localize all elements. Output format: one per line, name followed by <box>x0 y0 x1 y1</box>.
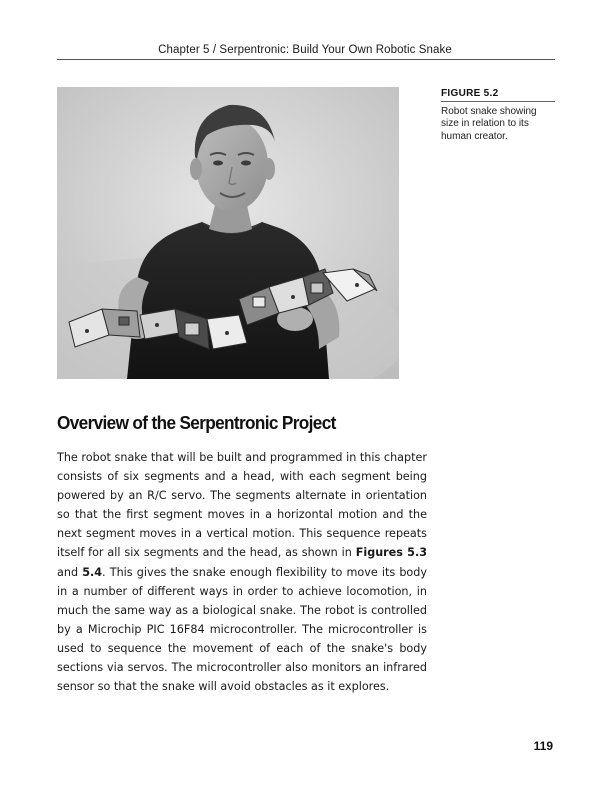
body-text-part-2: . This gives the snake enough flexibility to move its body in a number of different ways in order to achieve locomotion, in much the same way as a biological snake. The robot is controlled by a Microchip PIC 16F84 microcontroller. The microcontroller is used to sequence the movement of each of the snake's body sections via servos. The microcontroller also monitors an infrared sensor so that the snake will avoid obstacles as it explores. <box>57 565 427 694</box>
running-header: Chapter 5 / Serpentronic: Build Your Own Robotic Snake <box>158 44 452 56</box>
section-heading: Overview of the Serpentronic Project <box>57 412 336 433</box>
figure-photo <box>57 87 399 379</box>
figure-reference-2: 5.4 <box>82 565 103 579</box>
page-number: 119 <box>533 739 553 753</box>
figure-label: FIGURE 5.2 <box>441 88 499 99</box>
body-text-part-1: The robot snake that will be built and programmed in this chapter consists of six segments and a head, with each segment being powered by an R/C servo. The segments alternate in orientation so that the first segment moves in a horizontal motion and the next segment moves in a vertical motion. This sequence repeats itself for all six segments and the head, as shown in <box>57 451 427 560</box>
figure-caption: Robot snake showing size in relation to its human creator. <box>441 106 537 142</box>
figure-reference-1: Figures 5.3 <box>355 546 427 560</box>
header-rule <box>57 59 555 60</box>
body-paragraph <box>57 448 427 696</box>
body-text-joiner: and <box>57 565 83 579</box>
figure-caption-rule <box>441 101 555 102</box>
